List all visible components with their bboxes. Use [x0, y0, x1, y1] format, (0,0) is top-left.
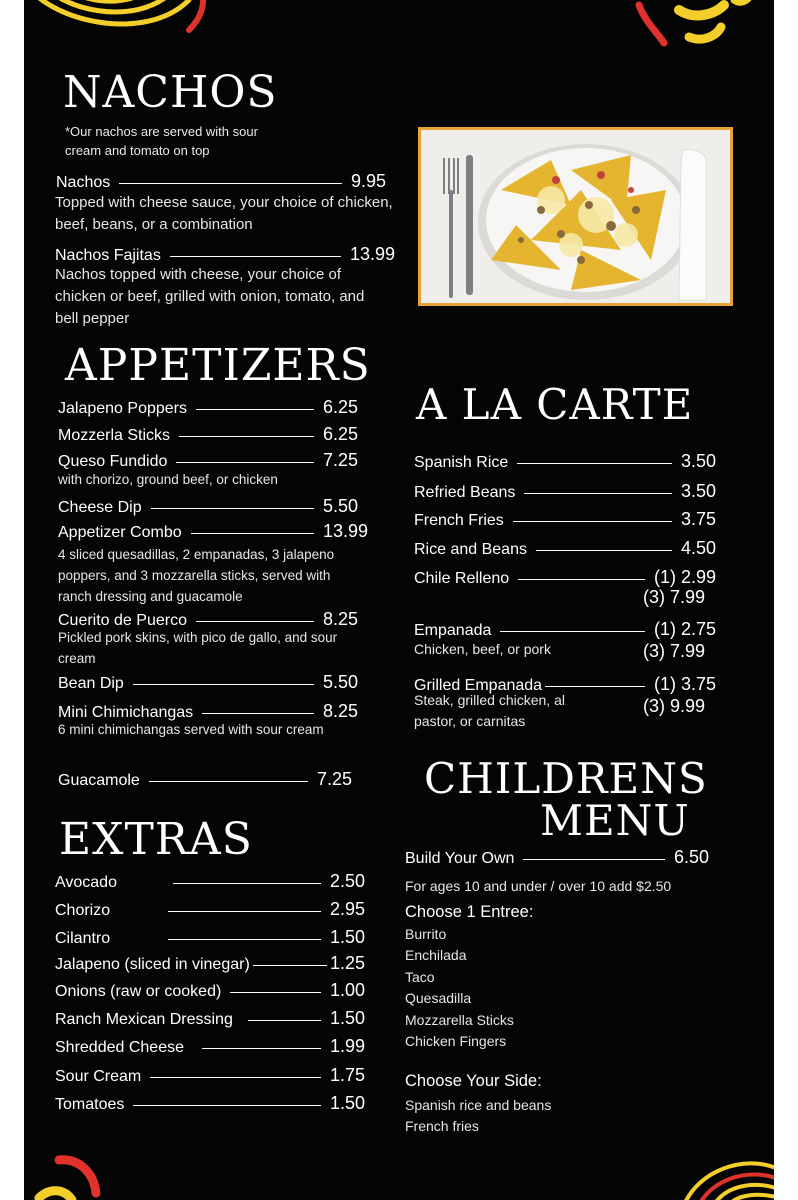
item-price: 5.50: [322, 496, 358, 516]
item-price: 3.50: [680, 451, 716, 471]
item-name: Guacamole: [58, 772, 140, 789]
swirl-bottom-left-decoration: [24, 1148, 114, 1200]
extra-item-sour-cream: [55, 1064, 365, 1086]
item-price: 5.50: [322, 672, 358, 692]
item-description: Steak, grilled chicken, al pastor, or carnitas: [414, 692, 565, 729]
extras-heading: EXTRAS: [59, 814, 253, 865]
item-price: 1.25: [329, 953, 365, 973]
item-name: Tomatoes: [55, 1096, 125, 1113]
item-name: Bean Dip: [58, 675, 124, 692]
item-description: with chorizo, ground beef, or chicken: [58, 472, 278, 487]
leader-line: [517, 463, 672, 464]
item-price-3: (3) 7.99: [643, 641, 706, 661]
item-price: (1) 2.75: [653, 619, 716, 639]
item-name: Cilantro: [55, 930, 111, 947]
entree-option: Quesadilla: [405, 990, 472, 1006]
leader-line: [149, 781, 308, 782]
leader-line: [179, 436, 314, 437]
leader-line: [133, 684, 314, 685]
item-price: 1.75: [329, 1065, 365, 1085]
carte-item-spanish-rice: [414, 450, 716, 472]
item-name: Jalapeno Poppers: [58, 400, 187, 417]
leader-line: [230, 992, 321, 993]
nachos-heading: NACHOS: [63, 67, 278, 118]
leader-line: [170, 256, 341, 257]
menu-item-mozzerla-sticks: [58, 423, 358, 445]
item-price: 3.75: [680, 509, 716, 529]
menu-item-cheese-dip: [58, 495, 358, 517]
leader-line: [253, 965, 327, 966]
nachos-photo: [418, 127, 733, 306]
item-price: 1.99: [329, 1036, 365, 1056]
leader-line: [150, 1077, 321, 1078]
item-price: 9.95: [350, 171, 386, 191]
childrens-build-your-own: [405, 846, 709, 868]
item-name: Cuerito de Puerco: [58, 612, 187, 629]
leader-line: [524, 493, 672, 494]
item-price: 6.50: [673, 847, 709, 867]
item-name: Appetizer Combo: [58, 524, 182, 541]
menu-item-nachos: [56, 170, 386, 192]
extra-item-ranch-mexican-dressing: [55, 1007, 365, 1029]
item-description: Chicken, beef, or pork: [414, 641, 551, 657]
leader-line: [513, 521, 672, 522]
item-price: 4.50: [680, 538, 716, 558]
item-description: Topped with cheese sauce, your choice of chicken, beef, beans, or a combination: [55, 194, 393, 233]
item-price: (1) 2.99: [653, 567, 716, 587]
extra-item-onions: [55, 979, 365, 1001]
extra-item-shredded-cheese: [55, 1035, 365, 1057]
carte-item-rice-and-beans: [414, 537, 716, 559]
item-description: 6 mini chimichangas served with sour cream: [58, 722, 324, 737]
item-price-3: (3) 7.99: [643, 587, 706, 607]
item-name: Queso Fundido: [58, 453, 168, 470]
item-price: 1.00: [329, 980, 365, 1000]
carte-item-french-fries: [414, 508, 716, 530]
menu-item-appetizer-combo: [58, 520, 368, 542]
a-la-carte-heading: A LA CARTE: [416, 380, 694, 429]
item-name: Empanada: [414, 622, 492, 639]
menu-item-guacamole: [58, 768, 352, 790]
childrens-heading-line2: MENU: [540, 796, 690, 845]
item-name: Chorizo: [55, 902, 111, 919]
item-name: Refried Beans: [414, 484, 516, 501]
childrens-age-note: For ages 10 and under / over 10 add $2.50: [405, 878, 672, 894]
item-name: Mozzerla Sticks: [58, 427, 171, 444]
swirl-top-right-decoration: [629, 0, 774, 55]
extra-item-avocado: [55, 870, 365, 892]
item-name: Rice and Beans: [414, 541, 527, 558]
item-description: 4 sliced quesadillas, 2 empanadas, 3 jalapeno poppers, and 3 mozzarella sticks, served with ranch dressing and guacamole: [58, 547, 335, 604]
leader-line: [176, 462, 314, 463]
item-price: 1.50: [329, 1008, 365, 1028]
side-option: Spanish rice and beans: [405, 1097, 552, 1113]
item-price: 13.99: [322, 521, 368, 541]
item-name: Onions (raw or cooked): [55, 983, 222, 1000]
item-price: 7.25: [316, 769, 352, 789]
leader-line: [173, 883, 321, 884]
leader-line: [133, 1105, 321, 1106]
leader-line: [545, 686, 645, 687]
leader-line: [523, 859, 665, 860]
item-price: 1.50: [329, 1093, 365, 1113]
item-name: Cheese Dip: [58, 499, 142, 516]
menu-page: [24, 0, 774, 1200]
childrens-heading-line1: CHILDRENS: [424, 754, 708, 803]
leader-line: [196, 621, 314, 622]
leader-line: [168, 939, 321, 940]
leader-line: [151, 508, 314, 509]
item-price: 6.25: [322, 424, 358, 444]
item-name: Avocado: [55, 874, 117, 891]
item-price: 2.95: [329, 899, 365, 919]
appetizers-heading: APPETIZERS: [65, 340, 371, 391]
carte-item-chile-relleno: [414, 566, 716, 588]
item-name: Mini Chimichangas: [58, 704, 194, 721]
item-name: Jalapeno (sliced in vinegar): [55, 956, 250, 973]
nachos-note: *Our nachos are served with sour cream and tomato on top: [65, 124, 258, 158]
item-price: 8.25: [322, 701, 358, 721]
item-price: 3.50: [680, 481, 716, 501]
carte-item-empanada: [414, 618, 716, 640]
entree-heading: Choose 1 Entree:: [405, 903, 534, 921]
item-price-3: (3) 9.99: [643, 696, 706, 716]
item-price: 6.25: [322, 397, 358, 417]
extra-item-jalapeno-sliced: [55, 952, 365, 974]
leader-line: [196, 409, 314, 410]
item-description: Nachos topped with cheese, your choice of chicken or beef, grilled with onion, tomato, and bell pepper: [55, 266, 365, 327]
leader-line: [202, 1048, 321, 1049]
leader-line: [191, 533, 314, 534]
swirl-top-left-decoration: [24, 0, 224, 60]
entree-option: Mozzarella Sticks: [405, 1012, 514, 1028]
leader-line: [202, 713, 314, 714]
item-price: 1.50: [329, 927, 365, 947]
item-name: Shredded Cheese: [55, 1039, 184, 1056]
item-price: 2.50: [329, 871, 365, 891]
entree-option: Burrito: [405, 926, 447, 942]
side-heading: Choose Your Side:: [405, 1072, 542, 1090]
extra-item-chorizo: [55, 898, 365, 920]
item-name: Build Your Own: [405, 850, 515, 867]
swirl-bottom-right-decoration: [664, 1150, 774, 1200]
extra-item-tomatoes: [55, 1092, 365, 1114]
item-name: Nachos: [56, 174, 111, 191]
item-price: (1) 3.75: [653, 674, 716, 694]
item-name: French Fries: [414, 512, 504, 529]
leader-line: [518, 579, 645, 580]
menu-item-queso-fundido: [58, 449, 358, 471]
leader-line: [119, 183, 342, 184]
item-price: 13.99: [349, 244, 395, 264]
entree-option: Enchilada: [405, 947, 467, 963]
entree-option: Chicken Fingers: [405, 1033, 507, 1049]
nachos-plate-icon: [421, 130, 730, 303]
item-description: Pickled pork skins, with pico de gallo, and sour cream: [58, 630, 338, 666]
item-name: Sour Cream: [55, 1068, 142, 1085]
side-option: French fries: [405, 1118, 479, 1134]
item-name: Spanish Rice: [414, 454, 509, 471]
leader-line: [536, 550, 672, 551]
item-name: Grilled Empanada: [414, 677, 543, 694]
item-price: 8.25: [322, 609, 358, 629]
leader-line: [500, 631, 645, 632]
extra-item-cilantro: [55, 926, 365, 948]
item-name: Chile Relleno: [414, 570, 510, 587]
carte-item-refried-beans: [414, 480, 716, 502]
leader-line: [248, 1020, 321, 1021]
entree-option: Taco: [405, 969, 435, 985]
item-name: Nachos Fajitas: [55, 247, 161, 264]
menu-item-jalapeno-poppers: [58, 396, 358, 418]
menu-item-bean-dip: [58, 671, 358, 693]
leader-line: [168, 911, 321, 912]
menu-item-nachos-fajitas: [55, 243, 395, 265]
item-name: Ranch Mexican Dressing: [55, 1011, 233, 1028]
item-price: 7.25: [322, 450, 358, 470]
